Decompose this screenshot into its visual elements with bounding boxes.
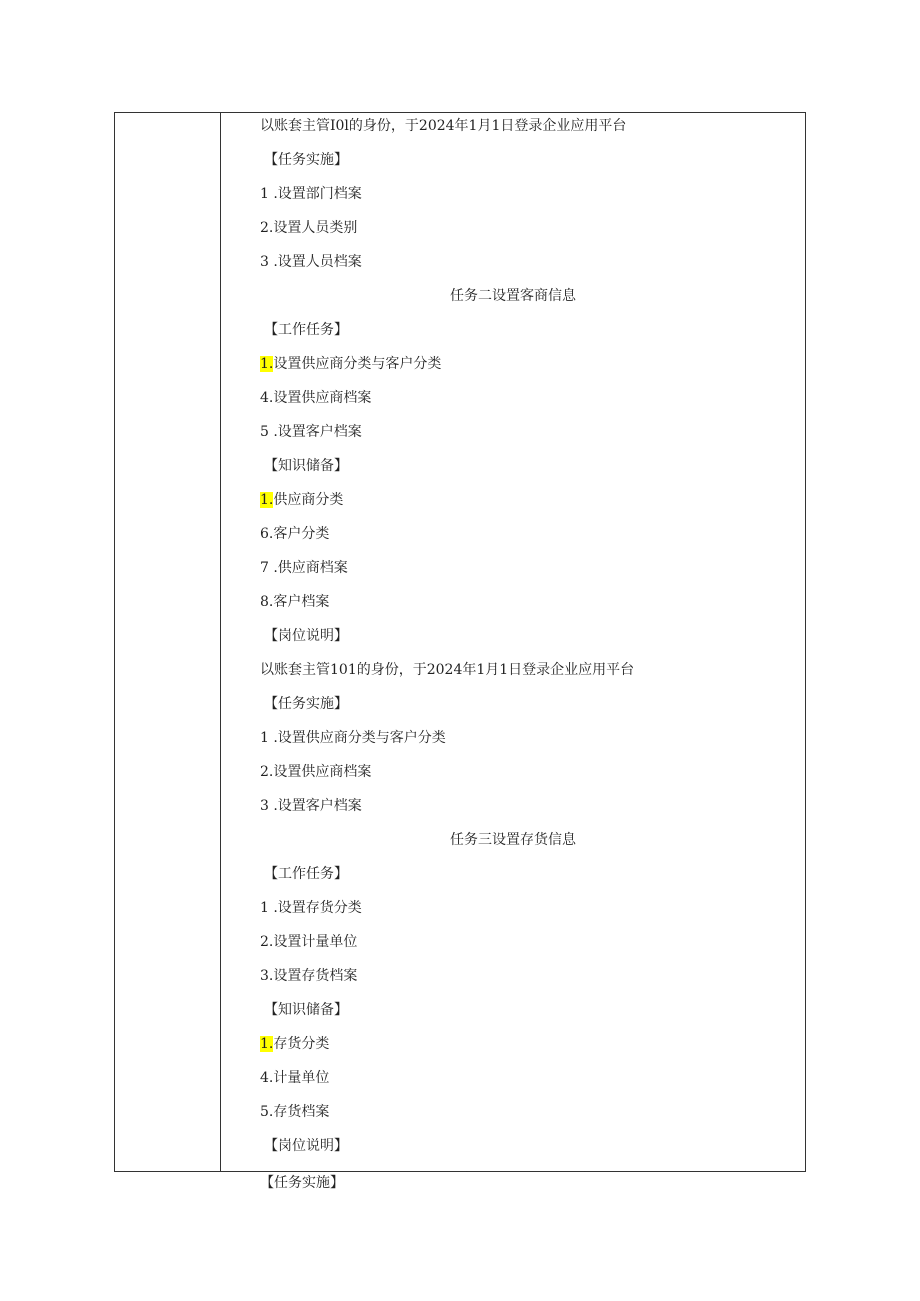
- document-line: [221, 829, 805, 851]
- line-text: 2.设置计量单位: [260, 934, 358, 950]
- document-line: [221, 659, 805, 681]
- document-line: [221, 1101, 805, 1123]
- document-line: [221, 455, 805, 477]
- line-text: 设置供应商分类与客户分类: [273, 356, 442, 372]
- document-line: [221, 149, 805, 171]
- line-text: 【知识储备】: [264, 458, 348, 474]
- highlighted-list-number: 1.: [260, 356, 274, 372]
- line-text: 任务三设置存货信息: [450, 832, 576, 848]
- line-text: 任务二设置客商信息: [450, 288, 576, 304]
- document-line: [221, 557, 805, 579]
- document-line: [221, 693, 805, 715]
- document-line: [221, 387, 805, 409]
- line-text: 4.计量单位: [260, 1070, 330, 1086]
- document-line: [221, 319, 805, 341]
- line-text: 7 .供应商档案: [260, 560, 348, 576]
- document-line: [221, 1033, 805, 1055]
- document-line: [221, 217, 805, 239]
- line-text: 2.设置人员类别: [260, 220, 358, 236]
- document-line: [221, 115, 805, 137]
- line-text: 2.设置供应商档案: [260, 764, 372, 780]
- document-line: [221, 795, 805, 817]
- line-text: 以账套主管101的身份，于2024年1月1日登录企业应用平台: [260, 662, 635, 678]
- line-text: 【任务实施】: [264, 152, 348, 168]
- overflow-heading: 【任务实施】: [260, 1175, 344, 1191]
- document-line: [221, 591, 805, 613]
- line-text: 3 .设置客户档案: [260, 798, 362, 814]
- table-content-cell: [221, 112, 805, 1172]
- document-line: [221, 625, 805, 647]
- document-line: [221, 523, 805, 545]
- document-line: [221, 1067, 805, 1089]
- line-text: 以账套主管I0l的身份，于2024年1月1日登录企业应用平台: [260, 118, 627, 134]
- line-text: 4.设置供应商档案: [260, 390, 372, 406]
- line-text: 【知识储备】: [264, 1002, 348, 1018]
- line-text: 5.存货档案: [260, 1104, 330, 1120]
- document-line: [221, 251, 805, 273]
- line-text: 1 .设置供应商分类与客户分类: [260, 730, 446, 746]
- line-text: 8.客户档案: [260, 594, 330, 610]
- document-line: [221, 183, 805, 205]
- highlighted-list-number: 1.: [260, 1036, 274, 1052]
- line-text: 【任务实施】: [264, 696, 348, 712]
- line-text: 【工作任务】: [264, 322, 348, 338]
- line-text: 1 .设置部门档案: [260, 186, 362, 202]
- document-line: [221, 897, 805, 919]
- line-text: 3 .设置人员档案: [260, 254, 362, 270]
- document-line: [221, 965, 805, 987]
- document-line: [221, 421, 805, 443]
- line-text: 5 .设置客户档案: [260, 424, 362, 440]
- document-line: [221, 999, 805, 1021]
- line-text: 【岗位说明】: [264, 628, 348, 644]
- document-line: [221, 489, 805, 511]
- document-line: [221, 931, 805, 953]
- document-line: [221, 353, 805, 375]
- line-text: 3.设置存货档案: [260, 968, 358, 984]
- line-text: 【岗位说明】: [264, 1138, 348, 1154]
- line-text: 【工作任务】: [264, 866, 348, 882]
- document-line: [221, 727, 805, 749]
- highlighted-list-number: 1.: [260, 492, 274, 508]
- document-line: [221, 863, 805, 885]
- line-text: 存货分类: [273, 1036, 330, 1052]
- line-text: 6.客户分类: [260, 526, 330, 542]
- document-line: [221, 285, 805, 307]
- line-text: 供应商分类: [273, 492, 344, 508]
- document-line: [221, 1135, 805, 1157]
- line-text: 1 .设置存货分类: [260, 900, 362, 916]
- document-line: [221, 761, 805, 783]
